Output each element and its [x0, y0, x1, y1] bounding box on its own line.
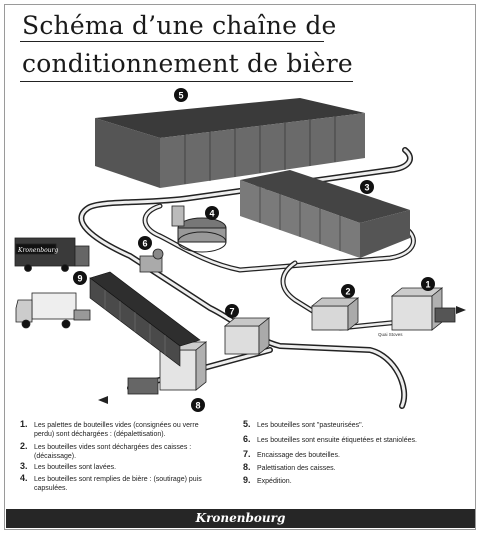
- step-marker-number: 5: [178, 90, 184, 101]
- legend-item-number: 1.: [20, 419, 28, 429]
- washer-building: [240, 170, 410, 258]
- truck-brand-label: Kronenbourg: [18, 247, 59, 254]
- bottling-line-diagram: [10, 88, 470, 413]
- legend-item-number: 9.: [243, 475, 251, 485]
- footer-bar: [6, 509, 475, 528]
- uncaser-machine: [312, 298, 358, 330]
- step-marker-number: 6: [142, 238, 148, 249]
- legend-item-number: 6.: [243, 434, 251, 444]
- legend-item-text: Les bouteilles sont "pasteurisées".: [257, 422, 364, 429]
- case-packer-machine: [225, 318, 269, 354]
- legend-item-text: Les bouteilles sont ensuite étiquetées et staniolées.: [257, 437, 417, 444]
- legend-item-text: Les palettes de bouteilles vides (consignées ou verre perdu) sont déchargées : (dépalettisation).: [34, 422, 199, 438]
- legend-right-column: [243, 420, 458, 505]
- title-line-2: conditionnement de bière: [22, 49, 353, 78]
- legend-item-number: 2.: [20, 441, 28, 451]
- title-underline-2: [20, 81, 353, 82]
- legend-item-number: 7.: [243, 449, 251, 459]
- step-marker-number: 3: [364, 182, 370, 193]
- legend-item-number: 8.: [243, 462, 251, 472]
- legend-item-text: Les bouteilles sont lavées.: [34, 464, 117, 471]
- step-marker-7: [225, 304, 239, 318]
- step-marker-9: [73, 271, 87, 285]
- arrow-left-icon: [98, 396, 108, 404]
- step-marker-3: [360, 180, 374, 194]
- step-marker-6: [138, 236, 152, 250]
- legend-left-column: [20, 420, 225, 505]
- delivery-truck-bottom: [16, 293, 90, 328]
- step-marker-number: 2: [345, 286, 351, 297]
- footer-brand-logo: Kronenbourg: [195, 511, 286, 525]
- legend-item-text: Encaissage des bouteilles.: [257, 452, 340, 459]
- step-marker-number: 9: [77, 273, 83, 284]
- legend-item-text: Palettisation des caisses.: [257, 465, 336, 472]
- step-marker-number: 4: [209, 208, 215, 219]
- legend-item-number: 5.: [243, 419, 251, 429]
- wall-sign-text: Quai Stoves: [378, 332, 403, 337]
- step-marker-2: [341, 284, 355, 298]
- depalletizer-machine: [392, 288, 455, 330]
- arrow-right-icon: [456, 306, 466, 314]
- legend-item-text: Expédition.: [257, 478, 292, 485]
- title-underline-1: [20, 41, 324, 42]
- step-marker-1: [421, 277, 435, 291]
- legend-item-text: Les bouteilles vides sont déchargées des caisses : (décaissage).: [34, 444, 192, 460]
- step-marker-number: 8: [195, 400, 201, 411]
- step-marker-8: [191, 398, 205, 412]
- pasteurizer-building: [95, 98, 365, 188]
- step-marker-number: 1: [425, 279, 431, 290]
- legend-item-number: 4.: [20, 473, 28, 483]
- step-marker-4: [205, 206, 219, 220]
- title-line-1: Schéma d’une chaîne de: [22, 11, 337, 40]
- step-marker-5: [174, 88, 188, 102]
- delivery-truck-top: [15, 238, 89, 272]
- step-marker-number: 7: [229, 306, 235, 317]
- legend-item-text: Les bouteilles sont remplies de bière : (soutirage) puis capsulées.: [34, 476, 202, 492]
- labeller-machine: [140, 249, 163, 272]
- legend-item-number: 3.: [20, 461, 28, 471]
